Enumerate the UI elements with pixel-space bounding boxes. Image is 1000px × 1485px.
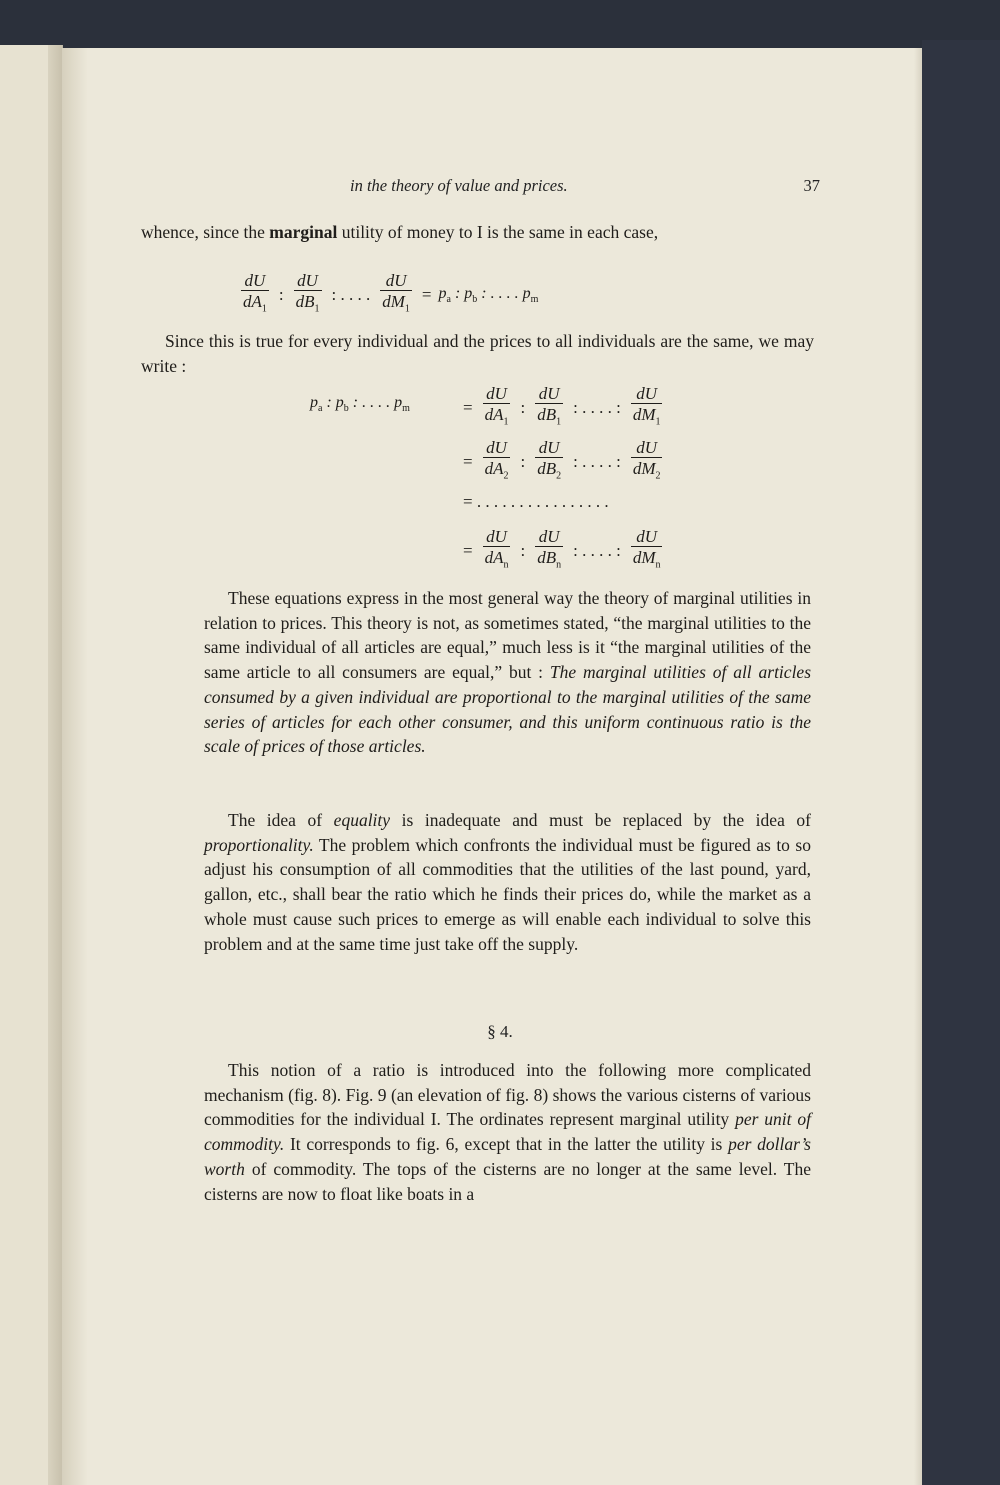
section-heading: § 4. bbox=[487, 1022, 513, 1041]
para1-lead: whence, since the bbox=[141, 222, 265, 242]
paragraph-2 bbox=[141, 329, 814, 378]
eq2-r2-term-m bbox=[631, 438, 663, 485]
eq2-rn-a-sub: n bbox=[503, 559, 509, 571]
page-gutter-shadow bbox=[62, 48, 88, 1485]
eq1-dots: : . . . . bbox=[331, 284, 371, 304]
eq2-r2-b-num: dU bbox=[538, 438, 560, 457]
eq1-pb-sub: b bbox=[472, 293, 478, 305]
para5-a: This notion of a ratio is introduced into the following more complicated mechanism (fig. 8). Fig. 9 (an elevation of fig. 8) shows the various cisterns of various commodities for the individual I. The ordinates represent marginal utility bbox=[204, 1060, 811, 1130]
eq2-r2-b-den-text: dB bbox=[537, 459, 557, 478]
eq2-r1-m-num: dU bbox=[636, 384, 658, 403]
eq2-pb: p bbox=[335, 394, 344, 411]
eq2-r2-a-den bbox=[483, 457, 511, 485]
page-right-edge bbox=[914, 48, 922, 1485]
eq1-term-3 bbox=[380, 271, 412, 318]
eq2-rn-m-den bbox=[631, 546, 663, 574]
eq2-rn-b-num: dU bbox=[538, 527, 560, 546]
eq2-r1-term-a bbox=[483, 384, 511, 431]
para3-plain: These equations express in the most general way the theory of marginal utilities in relation to prices. This theory is not, as sometimes stated, “the marginal utilities to the same individual of all articles are equal,” much less is it “the marginal utilities of the same article to all consumers are equal,” but : bbox=[204, 588, 811, 683]
eq2-r2-m-den-text: dM bbox=[632, 459, 656, 478]
eq1-t3-den bbox=[380, 290, 412, 318]
equation-1 bbox=[238, 271, 538, 318]
eq2-r1-a-den bbox=[483, 403, 511, 431]
eq2-r1-a-sub: 1 bbox=[503, 416, 509, 428]
eq1-pb: p bbox=[464, 284, 473, 302]
equation-2-ellipsis-row: = . . . . . . . . . . . . . . . . bbox=[463, 492, 609, 511]
eq2-rn-m-num: dU bbox=[636, 527, 658, 546]
eq2-rn-a-den bbox=[483, 546, 511, 574]
eq2-rn-b-den-text: dB bbox=[537, 548, 557, 567]
eq1-pa-sub: a bbox=[446, 293, 451, 305]
eq2-r2-term-b bbox=[535, 438, 563, 485]
eq2-rn-a-den-text: dA bbox=[484, 548, 504, 567]
paragraph-4 bbox=[204, 808, 811, 956]
eq2-r1-b-num: dU bbox=[538, 384, 560, 403]
para4-equality: equality bbox=[333, 810, 391, 830]
eq2-rn-b-den bbox=[535, 546, 563, 574]
eq2-pm-sub: m bbox=[402, 403, 410, 415]
eq1-t3-den-text: dM bbox=[382, 292, 405, 311]
eq2-pa-sub: a bbox=[318, 403, 323, 415]
eq2-rn-m-den-text: dM bbox=[632, 548, 656, 567]
eq1-pdots: : . . . . bbox=[481, 284, 519, 302]
paragraph-1 bbox=[141, 220, 814, 245]
para4-c: is inadequate and must be replaced by the idea of bbox=[390, 810, 811, 830]
eq1-t2-num: dU bbox=[297, 271, 318, 290]
para2-text: Since this is true for every individual and the prices to all individuals are the same, we may write : bbox=[141, 331, 814, 376]
eq2-rn-b-sub: n bbox=[556, 559, 562, 571]
eq2-r2-colon: : bbox=[520, 451, 526, 471]
eq2-r1-term-b bbox=[535, 384, 563, 431]
left-page-edge bbox=[0, 45, 63, 1485]
eq2-rn-term-b bbox=[535, 527, 563, 574]
para1-bold-word: marginal bbox=[269, 222, 338, 242]
eq2-r2-dots: : . . . . : bbox=[573, 451, 621, 471]
eq2-rn-a-num: dU bbox=[486, 527, 507, 546]
eq2-r2-term-a bbox=[483, 438, 511, 485]
eq1-pm: p bbox=[522, 284, 531, 302]
page-number: 37 bbox=[803, 176, 820, 195]
eq2-rn-term-m bbox=[631, 527, 663, 574]
equation-2-row-n bbox=[460, 527, 665, 574]
eq1-t2-den bbox=[294, 290, 322, 318]
eq2-r1-a-num: dU bbox=[486, 384, 507, 403]
eq1-colon: : bbox=[278, 284, 284, 304]
para3-italic-principle: The marginal utilities of all articles consumed by a given individual are proportional to the marginal utilities of the same series of articles for each other consumer, and this uniform continuous ratio is the scale of prices of those articles. bbox=[204, 662, 812, 757]
para4-a: The idea of bbox=[228, 810, 334, 830]
eq2-lhs-prices bbox=[310, 394, 410, 414]
eq1-pa: p bbox=[438, 284, 447, 302]
eq2-pb-sub: b bbox=[343, 403, 349, 415]
para4-proportionality: proportionality. bbox=[204, 834, 314, 855]
eq1-t3-num: dU bbox=[385, 271, 407, 290]
eq2-r1-b-den bbox=[535, 403, 563, 431]
para5-c: It corresponds to fig. 6, except that in the latter the utility is bbox=[284, 1134, 729, 1155]
eq2-r1-colon: : bbox=[520, 397, 526, 417]
paragraph-5 bbox=[204, 1058, 811, 1206]
eq2-r2-b-sub: 2 bbox=[556, 470, 562, 482]
eq2-r2-a-den-text: dA bbox=[484, 459, 504, 478]
book-cover-edge bbox=[922, 40, 1000, 1485]
eq2-r2-equals: = bbox=[463, 451, 473, 471]
eq2-rn-colon: : bbox=[520, 540, 526, 560]
eq2-rn-term-a bbox=[483, 527, 511, 574]
left-page-shadow bbox=[48, 45, 62, 1485]
eq2-r1-term-m bbox=[631, 384, 663, 431]
equation-2-row-2 bbox=[460, 438, 665, 485]
eq1-pcolon: : bbox=[454, 284, 461, 302]
para1-rest: utility of money to I is the same in each case, bbox=[337, 222, 659, 242]
eq2-pm: p bbox=[394, 394, 403, 411]
eq2-r1-a-den-text: dA bbox=[484, 405, 504, 424]
eq2-r1-b-sub: 1 bbox=[556, 416, 562, 428]
para5-per-unit: per unit of commodity. bbox=[204, 1109, 811, 1155]
eq2-r1-m-den bbox=[631, 403, 663, 431]
eq1-prices bbox=[439, 285, 539, 305]
eq2-r1-b-den-text: dB bbox=[537, 405, 557, 424]
equation-2-row-1 bbox=[460, 384, 665, 431]
eq1-t1-num: dU bbox=[244, 271, 266, 290]
eq2-r2-a-num: dU bbox=[486, 438, 507, 457]
eq2-r2-b-den bbox=[535, 457, 563, 485]
eq2-rn-dots: : . . . . : bbox=[573, 540, 621, 560]
eq1-t2-den-text: dB bbox=[295, 292, 315, 311]
eq2-pa: p bbox=[310, 394, 318, 411]
eq2-lhs-colon: : bbox=[326, 394, 332, 411]
running-title: in the theory of value and prices. bbox=[350, 176, 568, 195]
eq1-equals: = bbox=[421, 284, 432, 304]
eq1-t1-sub: 1 bbox=[261, 303, 267, 315]
eq2-r2-m-den bbox=[631, 457, 663, 485]
para4-e: The problem which confronts the individual must be figured as to so adjust his consumption of all commodities that the utilities of the last pound, yard, gallon, etc., shall bear the ratio which he finds their prices do, while the market as a whole must cause such prices to emerge as will enable each individual to solve this problem and at the same time just take off the supply. bbox=[204, 834, 811, 954]
eq2-rn-m-sub: n bbox=[655, 559, 661, 571]
eq2-r2-m-sub: 2 bbox=[655, 470, 661, 482]
eq2-rn-equals: = bbox=[463, 540, 473, 560]
eq2-r2-m-num: dU bbox=[636, 438, 658, 457]
eq1-t1-den-text: dA bbox=[243, 292, 262, 311]
book-page bbox=[62, 48, 922, 1485]
equation-2-lhs bbox=[310, 394, 410, 414]
eq1-term-2 bbox=[294, 271, 322, 318]
eq2-r2-a-sub: 2 bbox=[503, 470, 509, 482]
paragraph-3 bbox=[204, 586, 811, 759]
eq1-t2-sub: 1 bbox=[314, 303, 320, 315]
eq1-term-1 bbox=[241, 271, 269, 318]
eq1-t1-den bbox=[241, 290, 269, 318]
eq2-r1-m-den-text: dM bbox=[632, 405, 656, 424]
eq2-r1-equals: = bbox=[463, 397, 473, 417]
para5-e: of commodity. The tops of the cisterns are no longer at the same level. The cisterns are now to float like boats in a bbox=[204, 1158, 811, 1204]
eq2-lhs-dots: : . . . . bbox=[352, 394, 391, 411]
eq2-r1-dots: : . . . . : bbox=[573, 397, 621, 417]
eq1-pm-sub: m bbox=[530, 293, 539, 305]
eq2-r1-m-sub: 1 bbox=[655, 416, 661, 428]
eq1-t3-sub: 1 bbox=[404, 303, 410, 315]
para5-per-dollar: per dollar’s worth bbox=[204, 1134, 811, 1179]
